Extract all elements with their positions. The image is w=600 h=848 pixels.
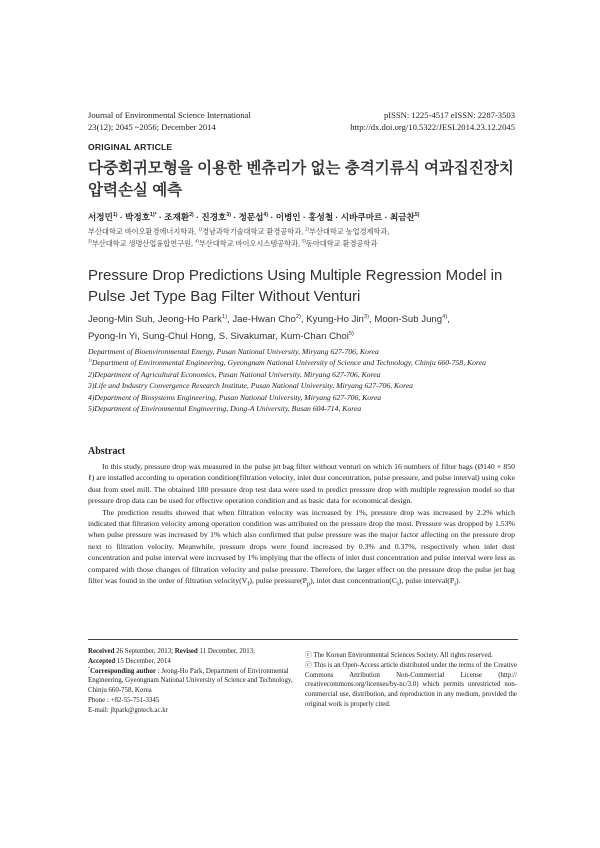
affil-ko-sup: 4) xyxy=(195,238,199,244)
affil-en-item: Department of Bioenvironmental Energy, Pusan National University, Miryang 627-706, Korea xyxy=(88,347,379,356)
phone: Phone : +82-55-751-3345 xyxy=(88,696,160,704)
author-ko-sup: 5) xyxy=(414,212,420,219)
author-en: Jeong-Min Suh xyxy=(88,314,153,325)
affil-ko-item: 동아대학교 환경공학과 xyxy=(305,239,378,248)
abstract-heading: Abstract xyxy=(88,446,126,457)
affil-ko-sup: 5) xyxy=(302,238,306,244)
author-en: Kum-Chan Choi xyxy=(280,331,349,342)
affil-ko-sup: 3) xyxy=(88,238,92,244)
doi-link[interactable]: http://dx.doi.org/10.5322/JESI.2014.23.12.2045 xyxy=(350,121,515,132)
affil-en-item: 4)Department of Biosystems Engineering, Pusan National University, Miryang 627-706, Korea xyxy=(88,392,382,402)
issn: pISSN: 1225-4517 eISSN: 2287-3503 xyxy=(383,110,515,120)
journal-header xyxy=(88,110,251,133)
author-ko-sup: 1)* xyxy=(150,212,157,219)
journal-name: Journal of Environmental Science International xyxy=(88,110,251,120)
author-en: Pyong-In Yi xyxy=(88,331,138,342)
author-ko: 진경호 xyxy=(201,212,227,222)
author-ko: 조재환 xyxy=(164,212,190,222)
abstract-paragraph-1: In this study, pressure drop was measured in the pulse jet bag filter without venturi on which 16 numbers of filter bags (Ø140 × 850 ℓ) are installed according to operation condition(filtration velocity, inlet dust concentration, pulse pressure, and pulse interval) using coke dust from steel mill. The obtained 180 pressure drop test data were used to predict pressure drop with multiple regression model so that pressure drop data can be used for effective operation condition and as basic data for economical design. xyxy=(88,462,515,506)
affil-en-item: 2)Department of Agricultural Economics, Pusan National University, Miryang 627-706, Korea xyxy=(88,369,381,379)
corresponding-author: *Corresponding author : Jeong-Ho Park, Department of Environmental Engineering, Gyeongnam National University of Science and Technology, Chinju 660-758, Korea xyxy=(88,665,293,695)
author-ko: 최금찬 xyxy=(389,212,415,222)
author-ko: 서정민 xyxy=(88,212,113,222)
author-ko: 홍성철 xyxy=(308,212,334,222)
affil-ko-sup: 2) xyxy=(305,226,309,232)
issn-header xyxy=(300,110,515,133)
korean-authors: 서정민$^{1)}$ · 박정호$^{1)*}$ · 조재환$^{2)}$ · 진경호$^{3)}$ · 정문섭$^{4)}$ · 이병인 · 홍성철 · 시바쿠마르 · 최금찬$^{5)}$ xyxy=(88,212,420,222)
author-en: Moon-Sub Jung xyxy=(374,314,443,325)
author-en-sup: 3) xyxy=(363,313,369,320)
author-en: Sung-Chul Hong xyxy=(142,331,214,342)
author-ko: 박정호 xyxy=(125,212,151,222)
article-info xyxy=(88,647,298,716)
author-ko: 정문섭 xyxy=(238,212,264,222)
accepted-line: Accepted 15 December, 2014 xyxy=(88,657,171,665)
author-ko: 이병인 xyxy=(275,212,301,222)
author-en-sup: 4) xyxy=(442,313,448,320)
author-en: Kyung-Ho Jin xyxy=(306,314,364,325)
author-ko-sup: 4) xyxy=(263,212,269,219)
english-title: Pressure Drop Predictions Using Multiple Regression Model in Pulse Jet Type Bag Filter Without Venturi xyxy=(88,267,503,305)
received-line: Received 26 September, 2013; Revised 11 December, 2013; xyxy=(88,648,256,655)
author-ko-sup: 3) xyxy=(226,212,231,219)
affil-en-item: 3)Life and Industry Convergence Research Institute, Pusan National University, Miryang 627-706, Korea xyxy=(88,381,413,391)
article-type: ORIGINAL ARTICLE xyxy=(88,142,173,152)
author-ko: 시바쿠마르 xyxy=(340,212,383,222)
author-en: Jae-Hwan Cho xyxy=(232,314,296,325)
author-en: S. Sivakumar xyxy=(218,331,276,342)
license-text: ⓒ This is an Open-Access article distributed under the terms of the Creative Commons Attribution Non-Commercial License (http:// creativecommons.org/licenses/by-nc/3.0) which permits unrestricted non-commercial use, distribution, and reproduction in any medium, provided the original work is properly cited. xyxy=(305,661,517,708)
author-en-sup: 1) xyxy=(221,313,227,320)
author-en-sup: 2) xyxy=(295,313,301,320)
email[interactable]: E-mail: jhpark@gntech.ac.kr xyxy=(88,706,169,714)
affil-ko-item: 부산대학교 생명산업융합연구원, xyxy=(91,239,196,248)
korean-affiliations xyxy=(88,226,528,250)
author-ko-sup: 2) xyxy=(189,212,194,219)
affil-ko-item: 부산대학교 농업경제학과, xyxy=(309,227,390,236)
affil-ko-sup: 1) xyxy=(198,226,202,232)
author-en: Jeong-Ho Park xyxy=(157,314,222,325)
english-affiliations xyxy=(88,346,518,414)
author-en-sup: 5) xyxy=(348,330,354,337)
affil-ko-item: 부산대학교 바이오환경에너지학과, xyxy=(88,227,199,236)
korean-title: 다중회귀모형을 이용한 벤츄리가 없는 충격기류식 여과집진장치 압력손실 예측 xyxy=(88,160,514,199)
affil-en-item: 5)Department of Environmental Engineering, Dong-A University, Busan 604-714, Korea xyxy=(88,404,362,414)
affil-en-item: $^{1)}$Department of Environmental Engineering, Gyeongnam National University of Science and Technology, Chinju 660-758, Korea xyxy=(88,357,486,368)
copyright-line: ⓒ The Korean Environmental Sciences Society. All rights reserved. xyxy=(305,652,493,659)
abstract-paragraph-2: The prediction results showed that when filtration velocity was increased by 1%, pressure drop was increased by 2.2% which indicated that filtration velocity among operation condition was attributed on the pressure drop the most. Pressure was dropped by 1.53% when pulse pressure was increased by 1% which also confirmed that pulse pressure was the major factor affecting on the pressure drop next to filtration velocity. Meanwhile, pressure drops were found increased by 0.3% and 0.37%, respectively when inlet dust concentration and pulse interval were increased by 1% implying that the effects of inlet dust concentration and pulse interval were less as compared with those changes of filtration velocity and pulse pressure. Therefore, the larger effect on the pressure drop the pulse jet bag filter was found in the order of filtration $velocity(V_f)$, pulse $pressure(P_p)$, inlet dust $concentration(C_i)$, pulse $interval(P_i)$. xyxy=(88,507,515,588)
author-ko-sup: 1) xyxy=(112,212,118,219)
volume-info: 23(12); 2045 ~2056; December 2014 xyxy=(88,121,216,132)
footer-divider xyxy=(88,639,518,640)
abstract-body xyxy=(88,461,515,590)
affil-ko-item: 부산대학교 바이오시스템공학과, xyxy=(198,239,303,248)
affil-ko-item: 경남과학기술대학교 환경공학과, xyxy=(201,227,306,236)
copyright-notice xyxy=(305,651,517,710)
english-authors: Jeong-Min Suh, Jeong-Ho Park$^{1)}$, Jae-Hwan Cho$^{2)}$, Kyung-Ho Jin$^{3)}$, Moon-Sub Jung$^{4)}$, Pyong-In Yi, Sung-Chul Hong, S. Sivakumar, Kum-Chan Choi$^{5)}$ xyxy=(88,313,450,342)
